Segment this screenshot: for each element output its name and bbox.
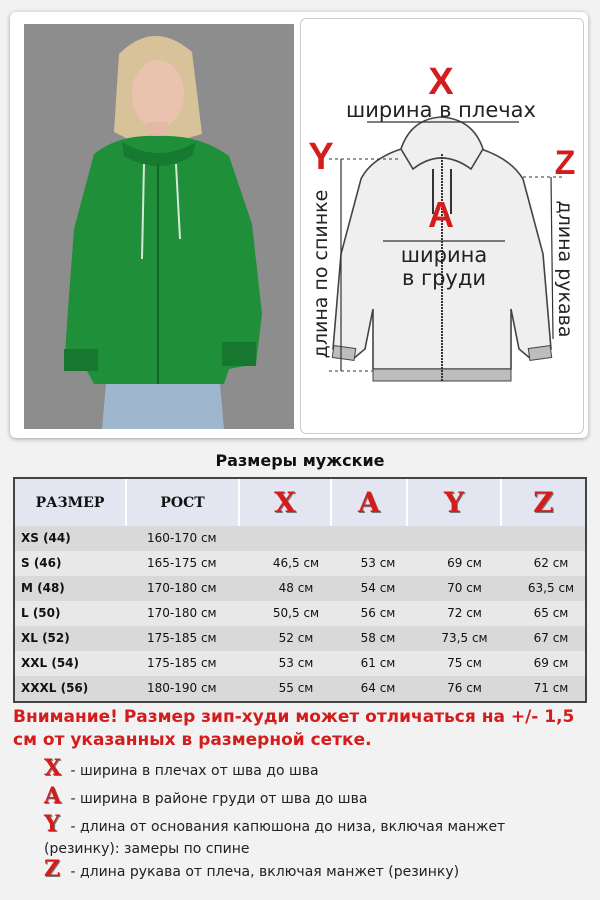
letter-z: Z [554,144,576,182]
model-illustration [24,24,294,429]
table-cell: 69 см [533,656,569,670]
legend-text: - длина от основания капюшона до низа, включая манжет (резинку): замеры по спине [44,819,506,857]
table-cell: 64 см [360,681,396,695]
table-cell [260,526,332,551]
table-cell: 75 см [447,656,482,670]
header-x: X [240,479,332,526]
legend-item [44,813,544,860]
table-cell: 165-175 см [147,556,217,570]
letter-a: A [428,194,454,235]
table-cell: S (46) [21,556,62,570]
legend-text: - ширина в районе груди от шва до шва [66,791,368,807]
table-cell [427,526,502,551]
table-row [15,551,585,576]
table-row [15,601,585,626]
table-cell: 61 см [360,656,396,670]
table-cell: XS (44) [21,531,71,545]
table-cell: 69 см [447,556,482,570]
shoulder-label: ширина в плечах [346,98,536,122]
table-cell: 175-185 см [147,631,217,645]
table-cell: 62 см [533,556,569,570]
legend-item [44,858,544,883]
legend-item [44,785,544,810]
measurement-scheme [300,18,584,434]
table-row [15,651,585,676]
back-length-label: длина по спинке [310,189,332,359]
table-row [15,526,585,551]
chest-label-line1: ширина [400,243,488,267]
table-cell: 67 см [533,631,569,645]
table-cell: 170-180 см [147,581,217,595]
legend-letter: Z [44,856,61,882]
table-cell [349,526,407,551]
table-cell: 175-185 см [147,656,217,670]
table-cell: 55 см [278,681,314,695]
table-cell: 46,5 см [272,556,320,570]
table-cell: 70 см [447,581,482,595]
header-a: A [332,479,408,526]
table-cell: XXL (54) [21,656,79,670]
table-cell [520,526,582,551]
table-cell: 53 см [360,556,396,570]
table-cell: 170-180 см [147,606,217,620]
legend-item [44,757,544,782]
table-cell: 72 см [447,606,482,620]
hoodie-diagram [301,19,583,433]
table-cell: XXXL (56) [21,681,89,695]
table-cell: M (48) [21,581,65,595]
table-title: Размеры мужские [215,451,385,470]
letter-y: Y [308,136,334,178]
legend-text: - длина рукава от плеча, включая манжет (резинку) [66,864,460,880]
legend-letter: X [44,755,62,781]
chest-label-line2: в груди [401,266,487,290]
table-cell: 76 см [447,681,482,695]
table-cell: 53 см [278,656,314,670]
header-z: Z [502,479,585,526]
table-cell: 65 см [533,606,569,620]
header-y: Y [408,479,502,526]
table-cell: 50,5 см [272,606,320,620]
model-photo [24,24,294,429]
table-cell: L (50) [21,606,61,620]
legend-letter: A [44,783,62,809]
size-table [13,477,587,703]
table-cell: 48 см [278,581,314,595]
table-row [15,676,585,701]
header-size: РАЗМЕР [15,479,127,526]
table-cell: 52 см [278,631,314,645]
sleeve-length-label: длина рукава [554,200,576,338]
table-cell: 160-170 см [147,531,217,545]
header-height: РОСТ [127,479,240,526]
table-cell: 71 см [533,681,569,695]
table-cell: 63,5 см [527,581,575,595]
table-cell: 180-190 см [147,681,217,695]
table-row [15,626,585,651]
table-cell: 56 см [360,606,396,620]
legend-text: - ширина в плечах от шва до шва [66,763,319,779]
table-cell: 58 см [360,631,396,645]
letter-x: X [428,61,454,103]
table-row [15,576,585,601]
table-cell: 73,5 см [441,631,488,645]
table-cell: XL (52) [21,631,70,645]
warning-text: Внимание! Размер зип-худи может отличаться на +/- 1,5 см от указанных в размерной сетке. [13,707,575,750]
table-cell: 54 см [360,581,396,595]
legend-letter: Y [44,811,60,837]
